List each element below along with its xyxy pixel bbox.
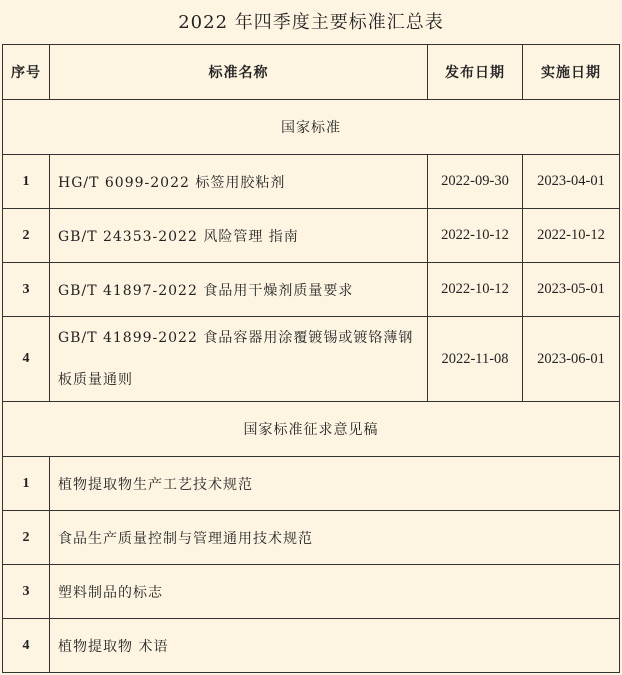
table-row [3,565,620,619]
row-index: 3 [3,263,50,317]
header-row [3,45,620,100]
publish-date: 2022-10-12 [428,209,523,263]
table-row [3,209,620,263]
section-title: 国家标准征求意见稿 [3,402,620,457]
row-index: 4 [3,317,50,402]
section-title: 国家标准 [3,100,620,155]
row-index: 1 [3,457,50,511]
row-index: 2 [3,209,50,263]
table-row [3,457,620,511]
row-index: 2 [3,511,50,565]
standard-name: GB/T 41899-2022 食品容器用涂覆镀锡或镀铬薄钢板质量通则 [50,317,428,402]
publish-date: 2022-09-30 [428,155,523,209]
row-index: 4 [3,619,50,673]
page-title: 2022 年四季度主要标准汇总表 [178,12,444,33]
standard-name: HG/T 6099-2022 标签用胶粘剂 [50,155,428,209]
header-index: 序号 [3,45,50,100]
header-name: 标准名称 [50,45,428,100]
standard-name: 植物提取物 术语 [50,619,620,673]
standard-name: 植物提取物生产工艺技术规范 [50,457,620,511]
row-index: 1 [3,155,50,209]
standard-name: 塑料制品的标志 [50,565,620,619]
standard-name: 食品生产质量控制与管理通用技术规范 [50,511,620,565]
table-row [3,317,620,402]
implement-date: 2023-05-01 [523,263,620,317]
standard-name: GB/T 41897-2022 食品用干燥剂质量要求 [50,263,428,317]
section-row-draft-standards [3,402,620,457]
table-row [3,511,620,565]
standard-name: GB/T 24353-2022 风险管理 指南 [50,209,428,263]
header-publish-date: 发布日期 [428,45,523,100]
implement-date: 2022-10-12 [523,209,620,263]
section-row-national-standards [3,100,620,155]
implement-date: 2023-06-01 [523,317,620,402]
row-index: 3 [3,565,50,619]
table-row [3,263,620,317]
publish-date: 2022-11-08 [428,317,523,402]
standards-table [2,44,620,673]
table-row [3,155,620,209]
table-row [3,619,620,673]
header-implement-date: 实施日期 [523,45,620,100]
publish-date: 2022-10-12 [428,263,523,317]
implement-date: 2023-04-01 [523,155,620,209]
